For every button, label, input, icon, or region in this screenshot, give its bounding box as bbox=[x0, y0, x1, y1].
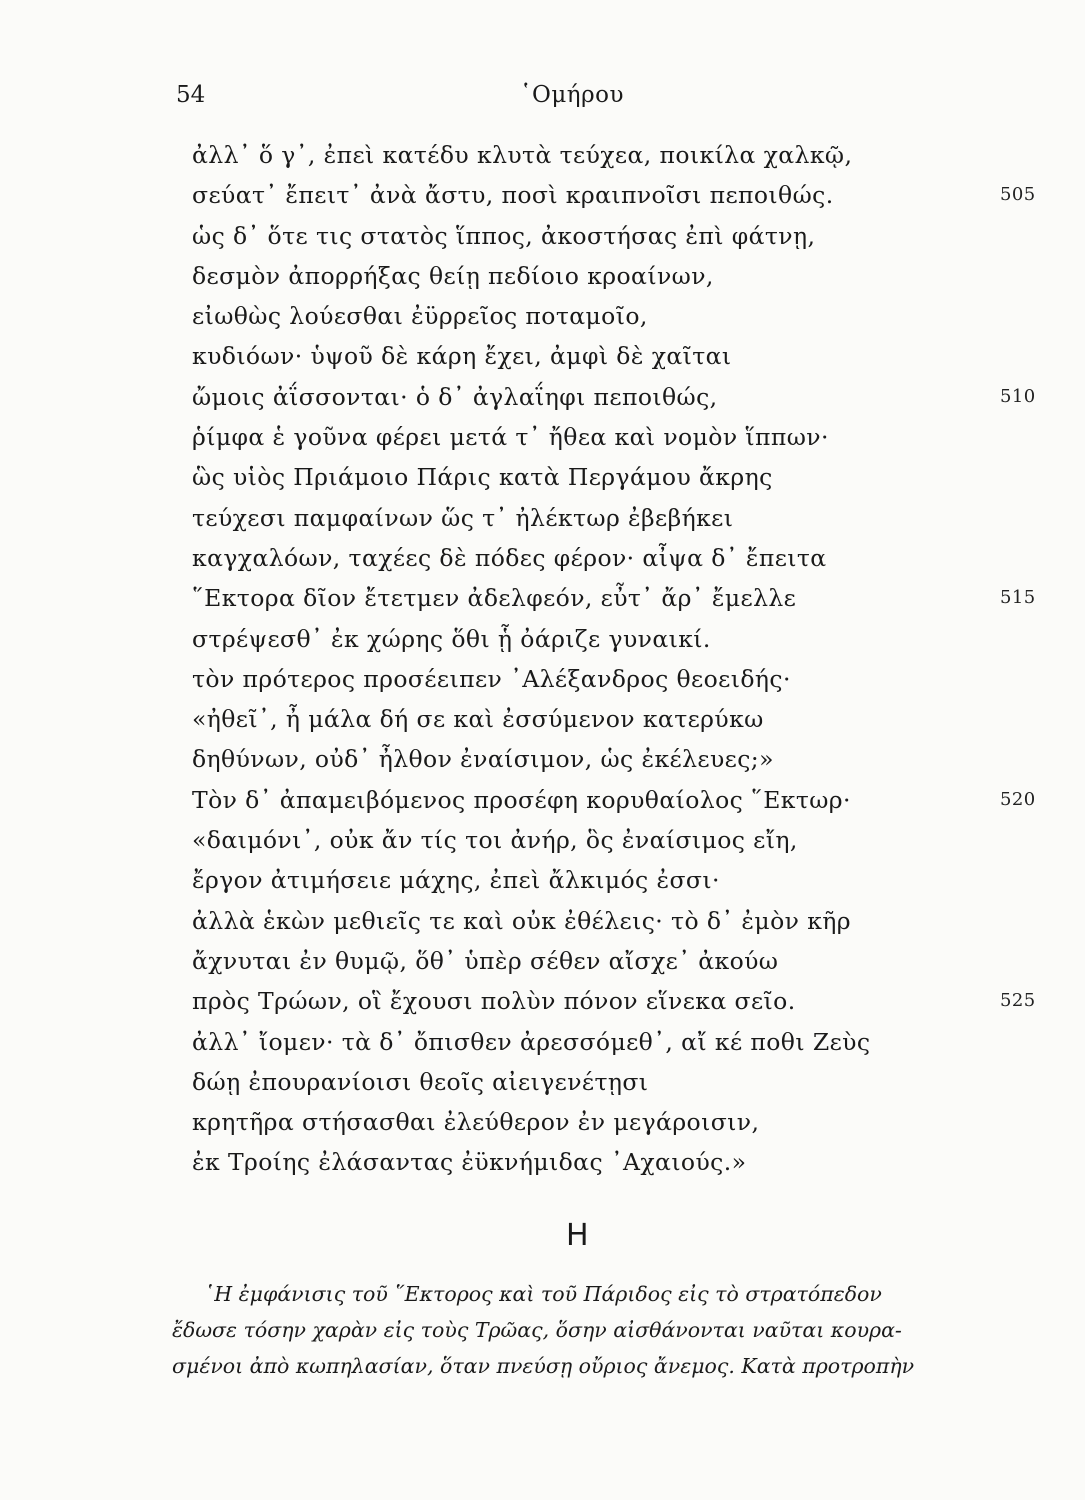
line-number: 520 bbox=[1000, 788, 1036, 810]
verse-line bbox=[192, 216, 1052, 256]
verse-line bbox=[192, 981, 1052, 1021]
verse-text: ἀλλὰ ἑκὼν μεθιεῖς τε καὶ οὐκ ἐθέλεις· τὸ δ᾽ ἐμὸν κῆρ bbox=[192, 906, 851, 935]
verse-line bbox=[192, 820, 1052, 860]
line-number: 525 bbox=[1000, 990, 1036, 1012]
verse-text: τεύχεσι παμφαίνων ὥς τ᾽ ἠλέκτωρ ἐβεβήκει bbox=[192, 503, 734, 532]
verse-text: τὸν πρότερος προσέειπεν ᾽Αλέξανδρος θεοειδής· bbox=[192, 664, 791, 693]
verse-text: ἐκ Τροίης ἐλάσαντας ἐϋκνήμιδας ᾽Αχαιούς.» bbox=[192, 1148, 747, 1177]
verse-line bbox=[192, 699, 1052, 739]
line-number: 515 bbox=[1000, 587, 1036, 609]
verse-line bbox=[192, 135, 1052, 175]
verse-text: ῥίμφα ἑ γοῦνα φέρει μετά τ᾽ ἤθεα καὶ νομὸν ἵππων· bbox=[192, 423, 829, 452]
verse-text: Τὸν δ᾽ ἀπαμειβόμενος προσέφη κορυθαίολος ῞Εκτωρ· bbox=[192, 785, 851, 814]
verse-text: ἔργον ἀτιμήσειε μάχης, ἐπεὶ ἄλκιμός ἐσσι· bbox=[192, 866, 720, 895]
verse-line bbox=[192, 296, 1052, 336]
book-heading-letter: Η bbox=[566, 1218, 589, 1253]
verse-text: ὤμοις ἀΐσσονται· ὁ δ᾽ ἀγλαΐηφι πεποιθώς, bbox=[192, 382, 718, 411]
verse-text: ἀλλ᾽ ὅ γ᾽, ἐπεὶ κατέδυ κλυτὰ τεύχεα, ποικίλα χαλκῷ, bbox=[192, 141, 853, 169]
verse-line bbox=[192, 578, 1052, 618]
verse-line bbox=[192, 780, 1052, 820]
line-number: 505 bbox=[1000, 184, 1036, 206]
verse-text: δεσμὸν ἀπορρήξας θείῃ πεδίοιο κροαίνων, bbox=[192, 261, 714, 290]
verse-text: κρητῆρα στήσασθαι ἐλεύθερον ἐν μεγάροισιν, bbox=[192, 1108, 760, 1137]
running-head: ῾Ομήρου bbox=[520, 82, 624, 108]
verse-line bbox=[192, 739, 1052, 779]
verse-text: «δαιμόνι᾽, οὐκ ἄν τίς τοι ἀνήρ, ὃς ἐναίσιμος εἴη, bbox=[192, 826, 798, 855]
verse-line bbox=[192, 901, 1052, 941]
verse-text: ἄχνυται ἐν θυμῷ, ὅθ᾽ ὑπὲρ σέθεν αἴσχε᾽ ἀκούω bbox=[192, 946, 779, 975]
verse-text: εἰωθὼς λούεσθαι ἐϋρρεῖος ποταμοῖο, bbox=[192, 302, 648, 331]
verse-line bbox=[192, 538, 1052, 578]
verse-text: δηθύνων, οὐδ᾽ ἦλθον ἐναίσιμον, ὡς ἐκέλευες;» bbox=[192, 745, 774, 774]
verse-line bbox=[192, 1142, 1052, 1182]
verse-line bbox=[192, 498, 1052, 538]
verse-text: ῞Εκτορα δῖον ἔτετμεν ἀδελφεόν, εὖτ᾽ ἄρ᾽ ἔμελλε bbox=[192, 584, 797, 613]
verse-text: σεύατ᾽ ἔπειτ᾽ ἀνὰ ἄστυ, ποσὶ κραιπνοῖσι πεποιθώς. bbox=[192, 181, 834, 210]
verse-line bbox=[192, 336, 1052, 376]
poem-text bbox=[192, 135, 1052, 1183]
verse-line bbox=[192, 1022, 1052, 1062]
verse-line bbox=[192, 417, 1052, 457]
verse-text: ὡς δ᾽ ὅτε τις στατὸς ἵππος, ἀκοστήσας ἐπὶ φάτνῃ, bbox=[192, 221, 816, 250]
verse-line bbox=[192, 457, 1052, 497]
verse-text: ἀλλ᾽ ἴομεν· τὰ δ᾽ ὄπισθεν ἀρεσσόμεθ᾽, αἴ κέ ποθι Ζεὺς bbox=[192, 1027, 871, 1056]
verse-line bbox=[192, 175, 1052, 215]
book-summary bbox=[172, 1276, 1038, 1384]
verse-text: κυδιόων· ὑψοῦ δὲ κάρη ἔχει, ἀμφὶ δὲ χαῖται bbox=[192, 342, 732, 371]
verse-line bbox=[192, 1062, 1052, 1102]
verse-text: ὣς υἱὸς Πριάμοιο Πάρις κατὰ Περγάμου ἄκρης bbox=[192, 463, 773, 492]
summary-line: ῾Η ἐμφάνισις τοῦ ῞Εκτορος καὶ τοῦ Πάριδος εἰς τὸ στρατόπεδον bbox=[204, 1282, 882, 1306]
verse-line bbox=[192, 659, 1052, 699]
page-number: 54 bbox=[176, 82, 206, 108]
line-number: 510 bbox=[1000, 385, 1036, 407]
verse-text: «ἠθεῖ᾽, ἦ μάλα δή σε καὶ ἐσσύμενον κατερύκω bbox=[192, 705, 764, 734]
verse-line bbox=[192, 1102, 1052, 1142]
verse-line bbox=[192, 860, 1052, 900]
verse-text: καγχαλόων, ταχέες δὲ πόδες φέρον· αἶψα δ᾽ ἔπειτα bbox=[192, 543, 827, 572]
verse-text: δώῃ ἐπουρανίοισι θεοῖς αἰειγενέτῃσι bbox=[192, 1067, 649, 1096]
summary-line: ἔδωσε τόσην χαρὰν εἰς τοὺς Τρῶας, ὅσην αἰσθάνονται ναῦται κουρα- bbox=[172, 1318, 902, 1342]
verse-text: πρὸς Τρώων, οἳ ἔχουσι πολὺν πόνον εἵνεκα σεῖο. bbox=[192, 987, 796, 1016]
verse-line bbox=[192, 941, 1052, 981]
verse-line bbox=[192, 256, 1052, 296]
summary-line: σμένοι ἀπὸ κωπηλασίαν, ὅταν πνεύσῃ οὔριος ἄνεμος. Κατὰ προτροπὴν bbox=[172, 1354, 915, 1378]
verse-line bbox=[192, 619, 1052, 659]
verse-line bbox=[192, 377, 1052, 417]
verse-text: στρέψεσθ᾽ ἐκ χώρης ὅθι ᾗ ὀάριζε γυναικί. bbox=[192, 624, 711, 653]
